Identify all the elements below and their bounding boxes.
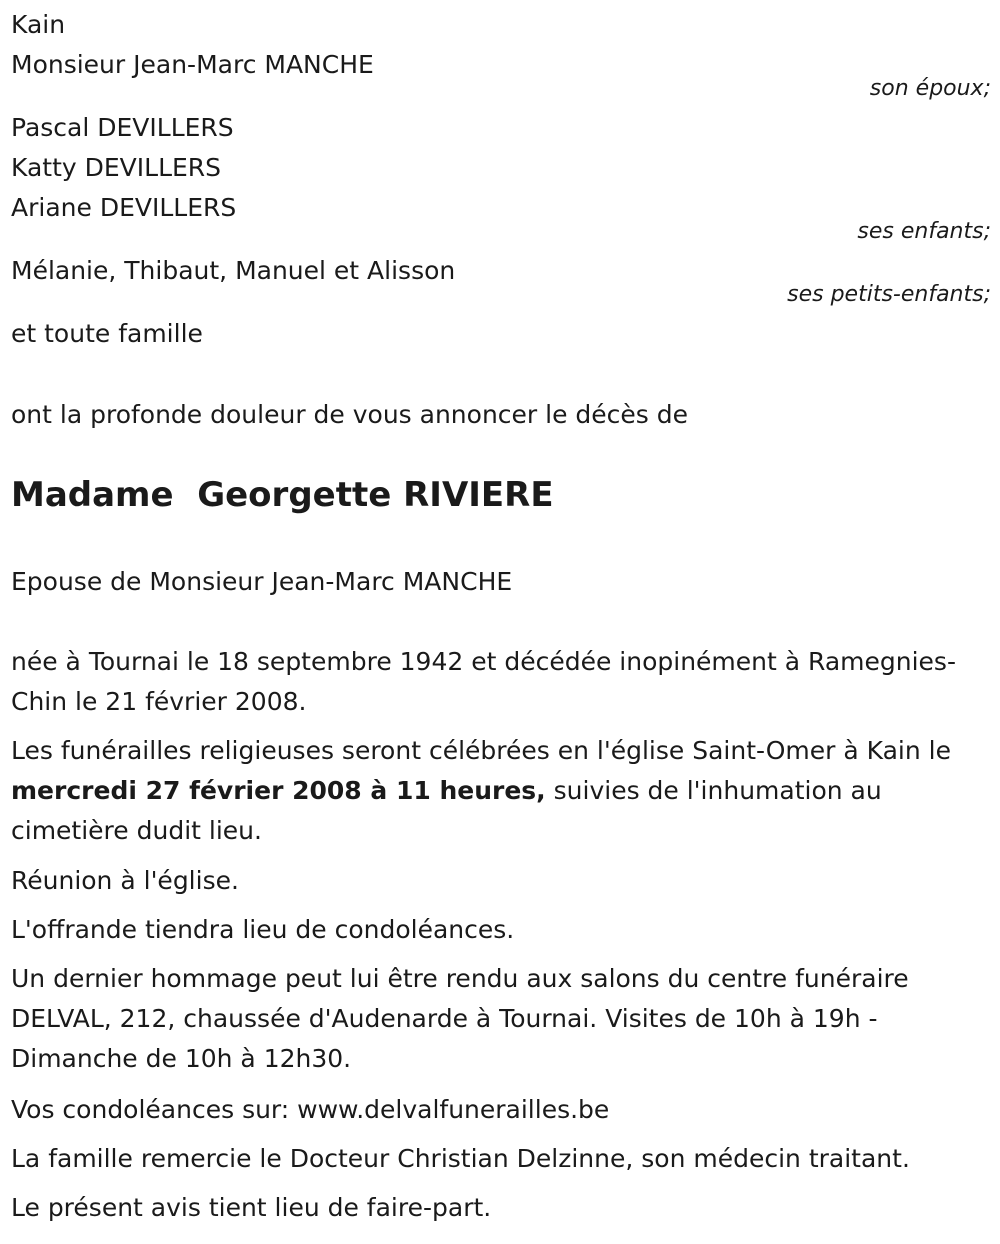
funeral-text-before: Les funérailles religieuses seront célébrées en l'église Saint-Omer à Kain le	[11, 736, 951, 765]
offering-line: L'offrande tiendra lieu de condoléances.	[11, 915, 515, 944]
deceased-name: Madame Georgette RIVIERE	[11, 475, 554, 515]
place-line: Kain	[11, 10, 66, 39]
child-name: Pascal DEVILLERS	[11, 113, 234, 142]
funeral-paragraph	[11, 731, 991, 851]
family-line: et toute famille	[11, 319, 203, 348]
spouse-name: Monsieur Jean-Marc MANCHE	[11, 50, 374, 79]
child-name: Ariane DEVILLERS	[11, 193, 237, 222]
child-name: Katty DEVILLERS	[11, 153, 222, 182]
tribute-paragraph: Un dernier hommage peut lui être rendu aux salons du centre funéraire DELVAL, 212, chaussée d'Audenarde à Tournai. Visites de 10h à 19h - Dimanche de 10h à 12h30.	[11, 964, 909, 1073]
announcement-line: ont la profonde douleur de vous annoncer le décès de	[11, 400, 689, 429]
notice-line: Le présent avis tient lieu de faire-part.	[11, 1193, 492, 1222]
grandchildren-role: ses petits-enfants;	[787, 282, 991, 307]
grandchildren-names: Mélanie, Thibaut, Manuel et Alisson	[11, 256, 456, 285]
spouse-of-line: Epouse de Monsieur Jean-Marc MANCHE	[11, 567, 513, 596]
thanks-line: La famille remercie le Docteur Christian Delzinne, son médecin traitant.	[11, 1144, 910, 1173]
funeral-text-after: suivies de l'inhumation au cimetière dudit lieu.	[11, 776, 882, 845]
birth-death-paragraph: née à Tournai le 18 septembre 1942 et décédée inopinément à Ramegnies-Chin le 21 février 2008.	[11, 647, 956, 716]
spouse-role: son époux;	[869, 76, 991, 101]
meeting-line: Réunion à l'église.	[11, 866, 239, 895]
condolences-line: Vos condoléances sur: www.delvalfunerailles.be	[11, 1095, 610, 1124]
funeral-date-bold: mercredi 27 février 2008 à 11 heures,	[11, 776, 546, 805]
children-role: ses enfants;	[857, 219, 991, 244]
